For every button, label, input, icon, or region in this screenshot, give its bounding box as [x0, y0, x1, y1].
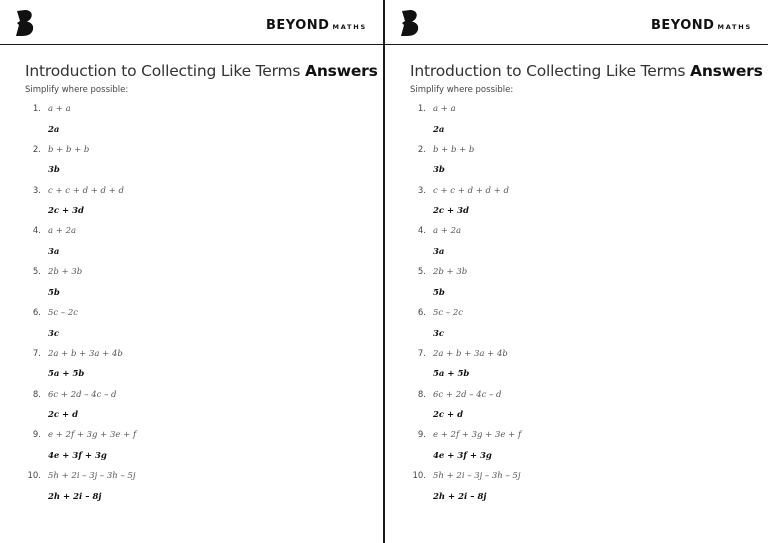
question-expression: a + a	[48, 104, 71, 114]
brand-sub: MATHS	[332, 23, 367, 31]
page-title	[25, 62, 378, 80]
answer-text: 5a + 5b	[433, 369, 470, 380]
question-item	[385, 104, 745, 118]
answer-text: 3c	[433, 328, 445, 339]
question-expression: 6c + 2d – 4c – d	[433, 389, 502, 400]
question-number: 7.	[417, 348, 426, 359]
question-number: 3.	[32, 185, 41, 196]
question-item	[0, 104, 360, 118]
brand-wordmark	[651, 14, 752, 33]
title-bold: Answers	[305, 62, 378, 80]
answer-text: 5a + 5b	[48, 369, 85, 380]
question-item	[385, 349, 745, 363]
question-expression: 5h + 2i – 3j – 3h – 5j	[433, 471, 521, 482]
answer-text: 2a	[48, 124, 60, 135]
question-number: 2.	[417, 144, 426, 155]
question-number: 9.	[32, 430, 41, 441]
question-expression: e + 2f + 3g + 3e + f	[433, 430, 522, 441]
answer-text: 3c	[48, 328, 60, 339]
question-expression: a + 2a	[48, 226, 77, 237]
beyond-logo-icon	[399, 9, 421, 37]
question-expression: 5c – 2c	[433, 308, 463, 318]
title-main: Introduction to Collecting Like Terms	[25, 62, 301, 80]
question-item	[0, 267, 360, 281]
question-number: 4.	[417, 226, 426, 237]
instructions: Simplify where possible:	[410, 85, 514, 95]
answer-text: 2h + 2i – 8j	[48, 491, 102, 502]
answer-text: 4e + 3f + 3g	[48, 450, 107, 461]
answer-text: 2c + 3d	[433, 206, 469, 217]
question-item	[385, 308, 745, 322]
answer-text: 3b	[433, 165, 445, 176]
answer-text: 3a	[48, 246, 60, 257]
page-header	[385, 0, 768, 45]
question-item	[0, 226, 360, 240]
question-number: 5.	[417, 267, 426, 278]
title-main: Introduction to Collecting Like Terms	[410, 62, 686, 80]
question-item	[385, 471, 745, 485]
question-number: 5.	[32, 267, 41, 278]
answer-text: 5b	[433, 287, 445, 298]
page-title	[410, 62, 763, 80]
question-expression: e + 2f + 3g + 3e + f	[48, 430, 137, 441]
question-number: 3.	[417, 185, 426, 196]
question-number: 6.	[417, 308, 426, 318]
question-item	[0, 349, 360, 363]
question-item	[0, 430, 360, 444]
instructions: Simplify where possible:	[25, 85, 129, 95]
question-number: 8.	[417, 389, 426, 400]
question-expression: 2a + b + 3a + 4b	[48, 348, 123, 359]
question-item	[0, 471, 360, 485]
question-item	[385, 390, 745, 404]
question-expression: a + 2a	[433, 226, 462, 237]
question-expression: 5h + 2i – 3j – 3h – 5j	[48, 471, 136, 482]
question-number: 2.	[32, 144, 41, 155]
question-number: 9.	[417, 430, 426, 441]
answer-text: 3a	[433, 246, 445, 257]
question-number: 1.	[417, 104, 426, 114]
question-expression: b + b + b	[48, 144, 90, 155]
answer-text: 3b	[48, 165, 60, 176]
brand-sub: MATHS	[717, 23, 752, 31]
brand-wordmark	[266, 14, 367, 33]
question-number: 1.	[32, 104, 41, 114]
brand-main: BEYOND	[265, 18, 330, 33]
question-number: 6.	[32, 308, 41, 318]
worksheet-page-left	[0, 0, 383, 543]
question-expression: 5c – 2c	[48, 308, 78, 318]
brand-main: BEYOND	[650, 18, 715, 33]
question-expression: 6c + 2d – 4c – d	[48, 389, 117, 400]
question-expression: 2b + 3b	[433, 267, 468, 278]
question-item	[0, 186, 360, 200]
question-expression: a + a	[433, 104, 456, 114]
question-number: 7.	[32, 348, 41, 359]
answer-text: 2c + d	[48, 410, 79, 421]
question-item	[385, 267, 745, 281]
question-item	[385, 226, 745, 240]
question-item	[385, 430, 745, 444]
beyond-logo-icon	[14, 9, 36, 37]
question-number: 10.	[412, 471, 426, 482]
answer-text: 2c + 3d	[48, 206, 84, 217]
question-item	[0, 308, 360, 322]
answer-text: 2h + 2i – 8j	[433, 491, 487, 502]
worksheet-page-right	[385, 0, 768, 543]
question-expression: 2a + b + 3a + 4b	[433, 348, 508, 359]
answer-text: 4e + 3f + 3g	[433, 450, 492, 461]
question-number: 4.	[32, 226, 41, 237]
question-item	[0, 145, 360, 159]
question-number: 10.	[27, 471, 41, 482]
answer-text: 2a	[433, 124, 445, 135]
question-expression: c + c + d + d + d	[433, 185, 509, 196]
question-item	[385, 145, 745, 159]
question-expression: b + b + b	[433, 144, 475, 155]
question-item	[0, 390, 360, 404]
answer-text: 5b	[48, 287, 60, 298]
title-bold: Answers	[690, 62, 763, 80]
question-number: 8.	[32, 389, 41, 400]
question-expression: 2b + 3b	[48, 267, 83, 278]
question-item	[385, 186, 745, 200]
page-header	[0, 0, 383, 45]
answer-text: 2c + d	[433, 410, 464, 421]
question-expression: c + c + d + d + d	[48, 185, 124, 196]
